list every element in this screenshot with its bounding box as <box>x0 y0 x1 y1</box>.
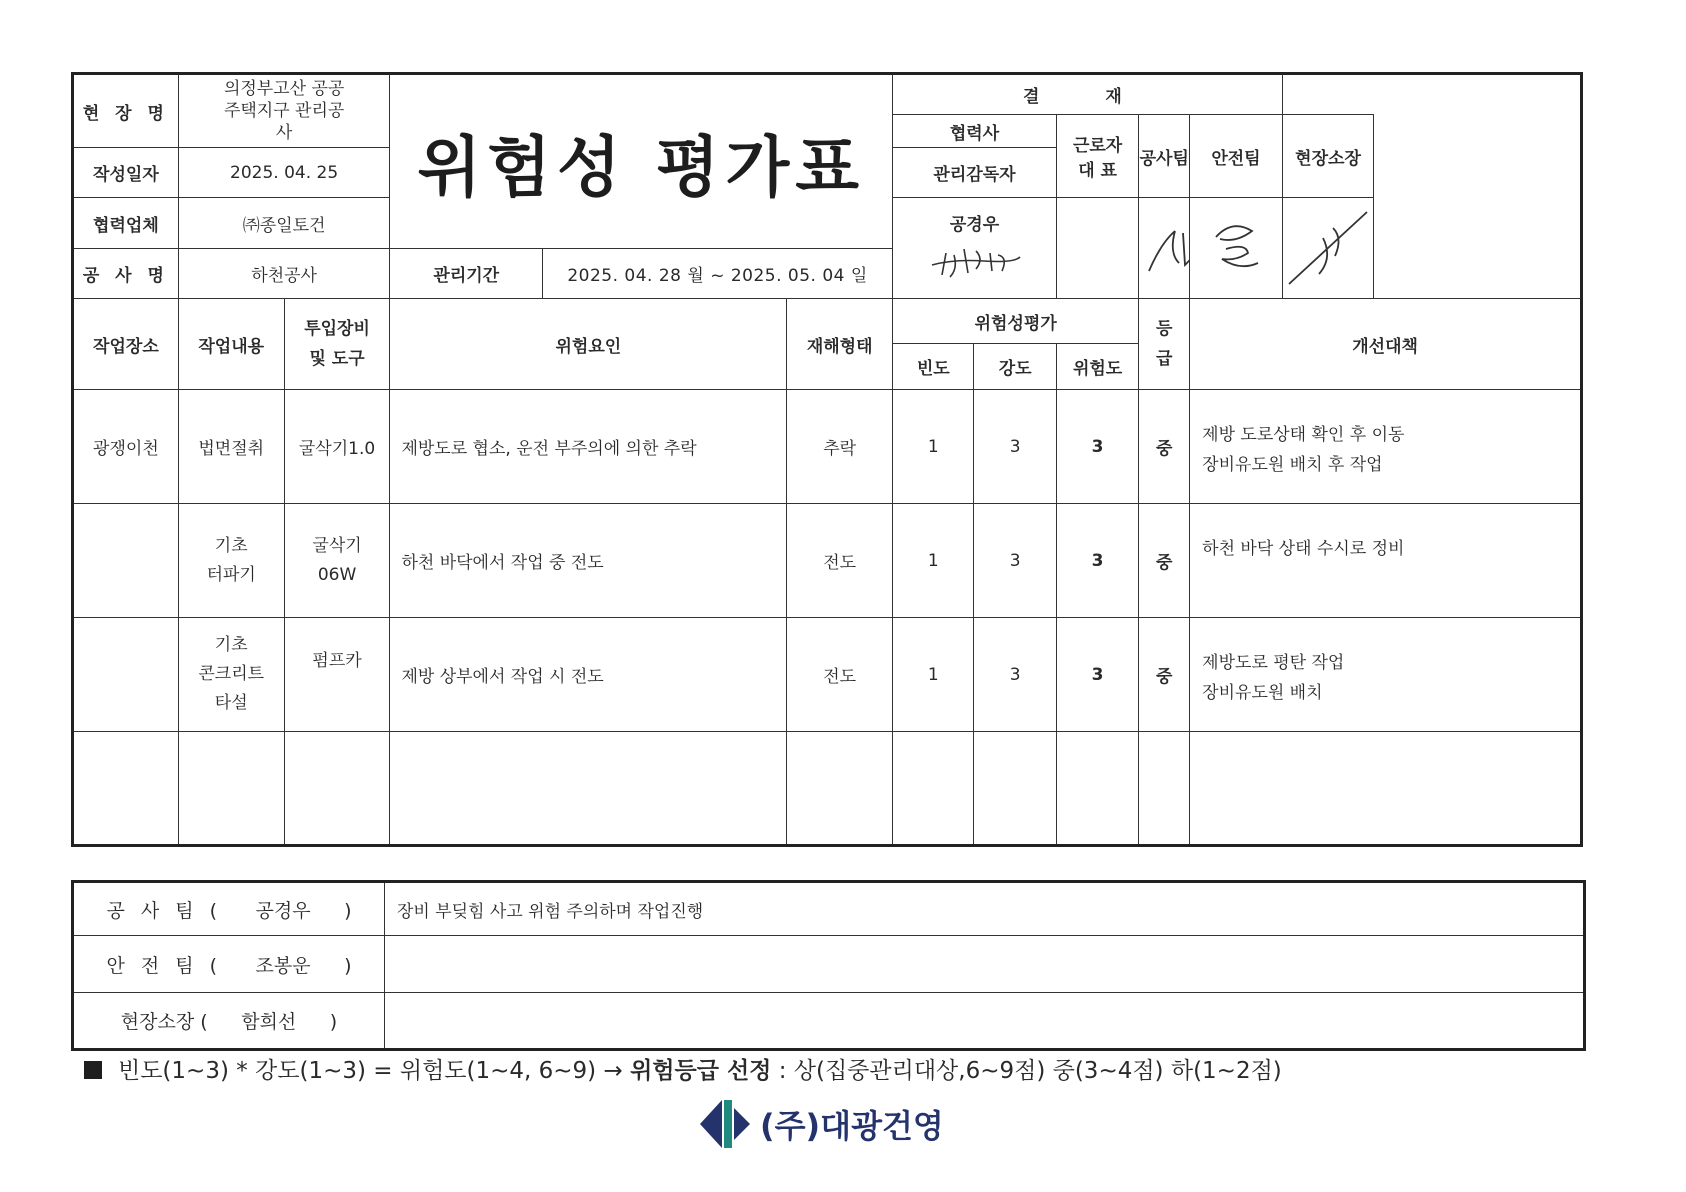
col-grade-1: 등 <box>1156 319 1173 339</box>
partner-company-label: 협력업체 <box>73 198 179 249</box>
empty-cell <box>73 732 179 846</box>
note-label <box>73 882 385 936</box>
document-title-cell <box>390 74 893 249</box>
row-risk: 3 <box>1056 504 1138 618</box>
site-manager-label: 현장소장 <box>1282 115 1374 198</box>
work-name-label: 공 사 명 <box>73 249 179 299</box>
row-risk: 3 <box>1056 390 1138 504</box>
row-disaster-type: 전도 <box>787 618 893 732</box>
partner-label-2: 관리감독자 <box>893 148 1057 198</box>
site-name-label: 현 장 명 <box>73 74 179 148</box>
period-label: 관리기간 <box>390 249 543 299</box>
row-measures <box>1190 618 1582 732</box>
row-measure: 제방도로 평탄 작업 <box>1202 653 1345 673</box>
site-manager-signature-cell <box>1282 198 1374 299</box>
company-logo-icon <box>698 1098 750 1150</box>
row-risk-factor: 하천 바닥에서 작업 중 전도 <box>390 504 787 618</box>
note-person: 공경우 <box>255 899 311 922</box>
row-content-line: 터파기 <box>206 564 256 585</box>
worker-rep-signature <box>1056 198 1138 299</box>
row-risk-factor: 제방 상부에서 작업 시 전도 <box>390 618 787 732</box>
note-role: 안 전 팀 ( <box>106 954 223 977</box>
col-content: 작업내용 <box>178 299 284 390</box>
note-role: 현장소장 ( <box>120 1011 208 1033</box>
worker-label-2: 대 표 <box>1078 161 1117 181</box>
row-location <box>73 504 179 618</box>
table-row <box>73 390 1582 504</box>
note-role: 공 사 팀 ( <box>106 899 223 922</box>
row-content-line: 콘크리트 <box>198 664 265 684</box>
empty-cell <box>178 732 284 846</box>
row-frequency: 1 <box>893 390 974 504</box>
construction-team-signature-cell <box>1139 198 1190 299</box>
col-risk-factor: 위험요인 <box>390 299 787 390</box>
row-content-line: 기초 <box>214 635 248 655</box>
safety-team-signature-cell <box>1190 198 1283 299</box>
col-risk: 위험도 <box>1056 344 1138 390</box>
row-frequency: 1 <box>893 504 974 618</box>
note-label <box>73 993 385 1050</box>
document-title: 위험성 평가표 <box>417 129 866 206</box>
empty-cell <box>1139 732 1190 846</box>
note-row <box>73 993 1585 1050</box>
partner-company: ㈜종일토건 <box>178 198 390 249</box>
row-measure: 장비유도원 배치 <box>1202 683 1323 703</box>
row-location <box>73 618 179 732</box>
risk-assessment-table <box>71 72 1583 847</box>
row-frequency: 1 <box>893 618 974 732</box>
approval-label: 결 재 <box>893 74 1283 115</box>
empty-cell <box>1056 732 1138 846</box>
col-equipment-2: 및 도구 <box>309 349 365 369</box>
col-assessment: 위험성평가 <box>893 299 1139 344</box>
row-content-line: 타설 <box>214 693 248 713</box>
empty-cell <box>284 732 390 846</box>
safety-team-label: 안전팀 <box>1190 115 1283 198</box>
date-value: 2025. 04. 25 <box>178 148 390 198</box>
row-measure: 장비유도원 배치 후 작업 <box>1202 455 1383 475</box>
row-risk: 3 <box>1056 618 1138 732</box>
date-label: 작성일자 <box>73 148 179 198</box>
note-text: 장비 부딪힘 사고 위험 주의하며 작업진행 <box>385 882 1585 936</box>
row-risk-factor: 제방도로 협소, 운전 부주의에 의한 추락 <box>390 390 787 504</box>
row-content: 법면절취 <box>178 390 284 504</box>
period-value: 2025. 04. 28 월 ~ 2025. 05. 04 일 <box>543 249 893 299</box>
row-content <box>178 618 284 732</box>
partner-supervisor-label <box>893 115 1057 148</box>
site-name: 의정부고산 공공주택지구 관리공사 <box>178 74 390 148</box>
formula-part-1: 빈도(1~3) * 강도(1~3) = 위험도(1~4, 6~9) → <box>118 1058 623 1084</box>
row-severity: 3 <box>974 504 1056 618</box>
empty-cell <box>1190 732 1582 846</box>
empty-cell <box>390 732 787 846</box>
row-content-line: 기초 <box>214 535 248 556</box>
comments-table <box>71 880 1586 1051</box>
row-measures <box>1190 390 1582 504</box>
note-row <box>73 936 1585 993</box>
row-measure: 제방 도로상태 확인 후 이동 <box>1202 425 1405 445</box>
note-close: ) <box>329 1011 338 1033</box>
table-row <box>73 618 1582 732</box>
empty-cell <box>893 732 974 846</box>
row-measures <box>1190 504 1582 618</box>
supervisor-signature <box>924 235 1024 283</box>
note-close: ) <box>344 954 352 977</box>
row-grade: 중 <box>1139 504 1190 618</box>
construction-team-signature <box>1139 213 1189 283</box>
row-content <box>178 504 284 618</box>
note-person: 조봉운 <box>255 954 311 977</box>
row-location: 광쟁이천 <box>73 390 179 504</box>
note-person: 함희선 <box>241 1011 297 1033</box>
col-grade-2: 급 <box>1156 349 1173 369</box>
table-row-empty <box>73 732 1582 846</box>
company-name: (주)대광건영 <box>760 1107 944 1145</box>
empty-cell <box>974 732 1056 846</box>
formula-part-2: : 상(집중관리대상,6~9점) 중(3~4점) 하(1~2점) <box>778 1058 1282 1084</box>
note-text <box>385 936 1585 993</box>
row-severity: 3 <box>974 390 1056 504</box>
empty-cell <box>787 732 893 846</box>
risk-formula <box>84 1052 1282 1085</box>
row-equipment: 굴삭기1.0 <box>284 390 390 504</box>
col-equipment <box>284 299 390 390</box>
row-grade: 중 <box>1139 618 1190 732</box>
row-equipment: 펌프카 <box>284 618 390 732</box>
row-disaster-type: 추락 <box>787 390 893 504</box>
note-label <box>73 936 385 993</box>
row-equipment <box>284 504 390 618</box>
note-close: ) <box>344 899 352 922</box>
company-logo <box>698 1098 944 1150</box>
table-row <box>73 504 1582 618</box>
worker-rep-label <box>1056 115 1138 198</box>
row-equipment-line: 06W <box>317 564 357 585</box>
col-location: 작업장소 <box>73 299 179 390</box>
col-measures: 개선대책 <box>1190 299 1582 390</box>
row-equipment-line: 굴삭기 <box>312 535 362 556</box>
supervisor-signature-cell <box>893 198 1057 299</box>
worker-label-1: 근로자 <box>1072 136 1123 156</box>
construction-team-label: 공사팀 <box>1139 115 1190 198</box>
row-severity: 3 <box>974 618 1056 732</box>
bullet-square-icon <box>84 1061 102 1079</box>
row-disaster-type: 전도 <box>787 504 893 618</box>
note-row <box>73 882 1585 936</box>
formula-bold: 위험등급 선정 <box>630 1058 772 1084</box>
safety-team-signature <box>1196 213 1276 283</box>
col-disaster-type: 재해형태 <box>787 299 893 390</box>
note-text <box>385 993 1585 1050</box>
partner-label-1: 협력사 <box>949 123 1000 144</box>
col-severity: 강도 <box>974 344 1056 390</box>
row-measure: 하천 바닥 상태 수시로 정비 <box>1202 539 1405 559</box>
work-name: 하천공사 <box>178 249 390 299</box>
col-frequency: 빈도 <box>893 344 974 390</box>
row-grade: 중 <box>1139 390 1190 504</box>
supervisor-name: 공경우 <box>949 215 1000 235</box>
col-equipment-1: 투입장비 <box>304 319 370 339</box>
site-manager-signature <box>1283 208 1374 288</box>
col-grade <box>1139 299 1190 390</box>
